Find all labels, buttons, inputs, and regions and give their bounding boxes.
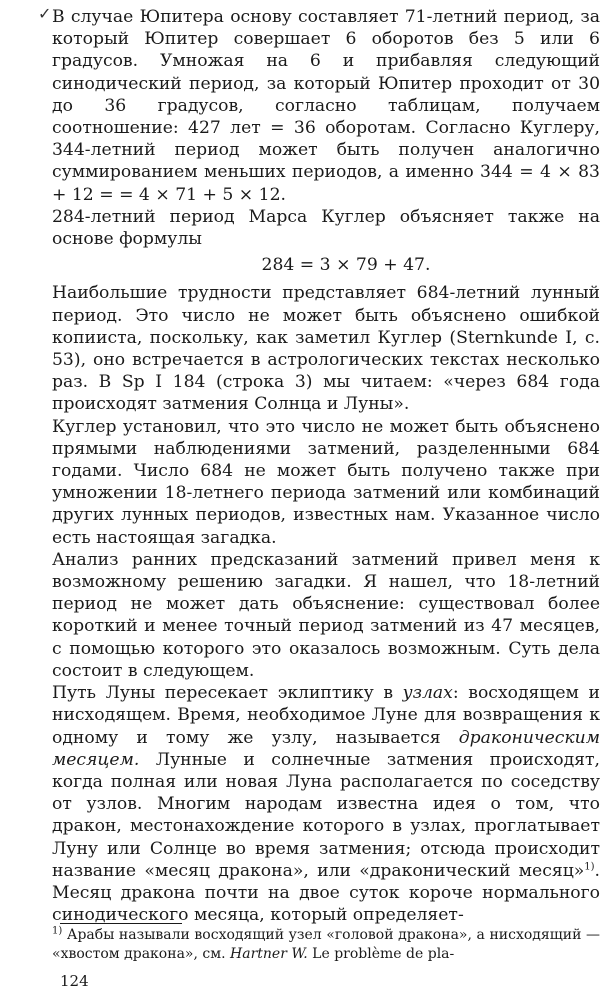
margin-check-mark: ✓ [38,4,52,23]
footnote-marker: 1) [52,925,63,937]
main-text [52,6,600,926]
footnote-author: Hartner W. [230,946,308,962]
footnote-divider [60,923,182,924]
formula-mars: 284 = 3 × 79 + 47. [261,255,431,276]
paragraph-lunar-period: Наибольшие трудности представляет 684-летний лунный период. Это число не может быть объяснено ошибкой копииста, поскольку, как заметил Куглер (Sternkunde I, c. 53), оно встречается в астрологических текстах несколько раз. В Sp I 184 (строка 3) мы читаем: «через 684 года происходят затмения Солнца и Луны». [52,283,600,415]
footnote-text-2: Le problème de pla- [307,946,455,962]
paragraph-jupiter: В случае Юпитера основу составляет 71-летний период, за который Юпитер совершает 6 оборотов без 5 или 6 градусов. Умножая на 6 и прибавляя следующий синодический период, за который Юпитер проходит от 30 до 36 градусов, согласно таблицам, получаем соотношение: 427 лет = 36 оборотам. Согласно Куглеру, 344-летний период может быть получен аналогично суммированием меньших периодов, а именно 344 = 4 × 83 + 12 = = 4 × 71 + 5 × 12. [52,7,600,205]
nodes-text-3: Лунные и солнечные затмения происходят, когда полная или новая Луна располагается по соседству от узлов. Многим народам известна идея о том, что дракон, местонахождение которого в узлах, проглатывает Луну или Солнце во время затмения; отсюда происходит название «месяц дракона», или «драконический месяц» [52,749,600,881]
draconic-month-term: драконическим месяцем. [52,727,600,770]
paragraph-analysis: Анализ ранних предсказаний затмений привел меня к возможному решению загадки. Я нашел, что 18-летний период не может дать объяснение: существовал более короткий и менее точный период затмений из 47 месяцев, с помощью которого это оказалось возможным. Суть дела состоит в следующем. [52,549,600,681]
paragraph-nodes [52,682,600,926]
nodes-term: узлах [402,683,453,704]
nodes-text-1: Путь Луны пересекает эклиптику в [52,683,403,704]
paragraph-kugler: Куглер установил, что это число не может быть объяснено прямыми наблюдениями затмений, разделенными 684 годами. Число 684 не может быть получено также при умножении 18-летнего периода затмений или комбинаций других лунных периодов, известных нам. Указанное число есть настоящая загадка. [52,416,600,548]
footnote-text-1: Арабы называли восходящий узел «головой дракона», а нисходящий — «хвостом дракона», см. [52,927,600,962]
paragraph-mars: 284-летний период Марса Куглер объясняет также на основе формулы [52,206,600,250]
footnote-ref-marker: 1) [584,860,595,872]
footnote [52,926,600,964]
nodes-text-2: : восходящем и нисходящем. Время, необходимое Луне для возвращения к одному и тому же узлу, называется [52,683,601,748]
page-number: 124 [60,972,89,990]
nodes-text-4: . Месяц дракона почти на двое суток короче нормального синодического месяца, который определяет- [52,860,600,926]
